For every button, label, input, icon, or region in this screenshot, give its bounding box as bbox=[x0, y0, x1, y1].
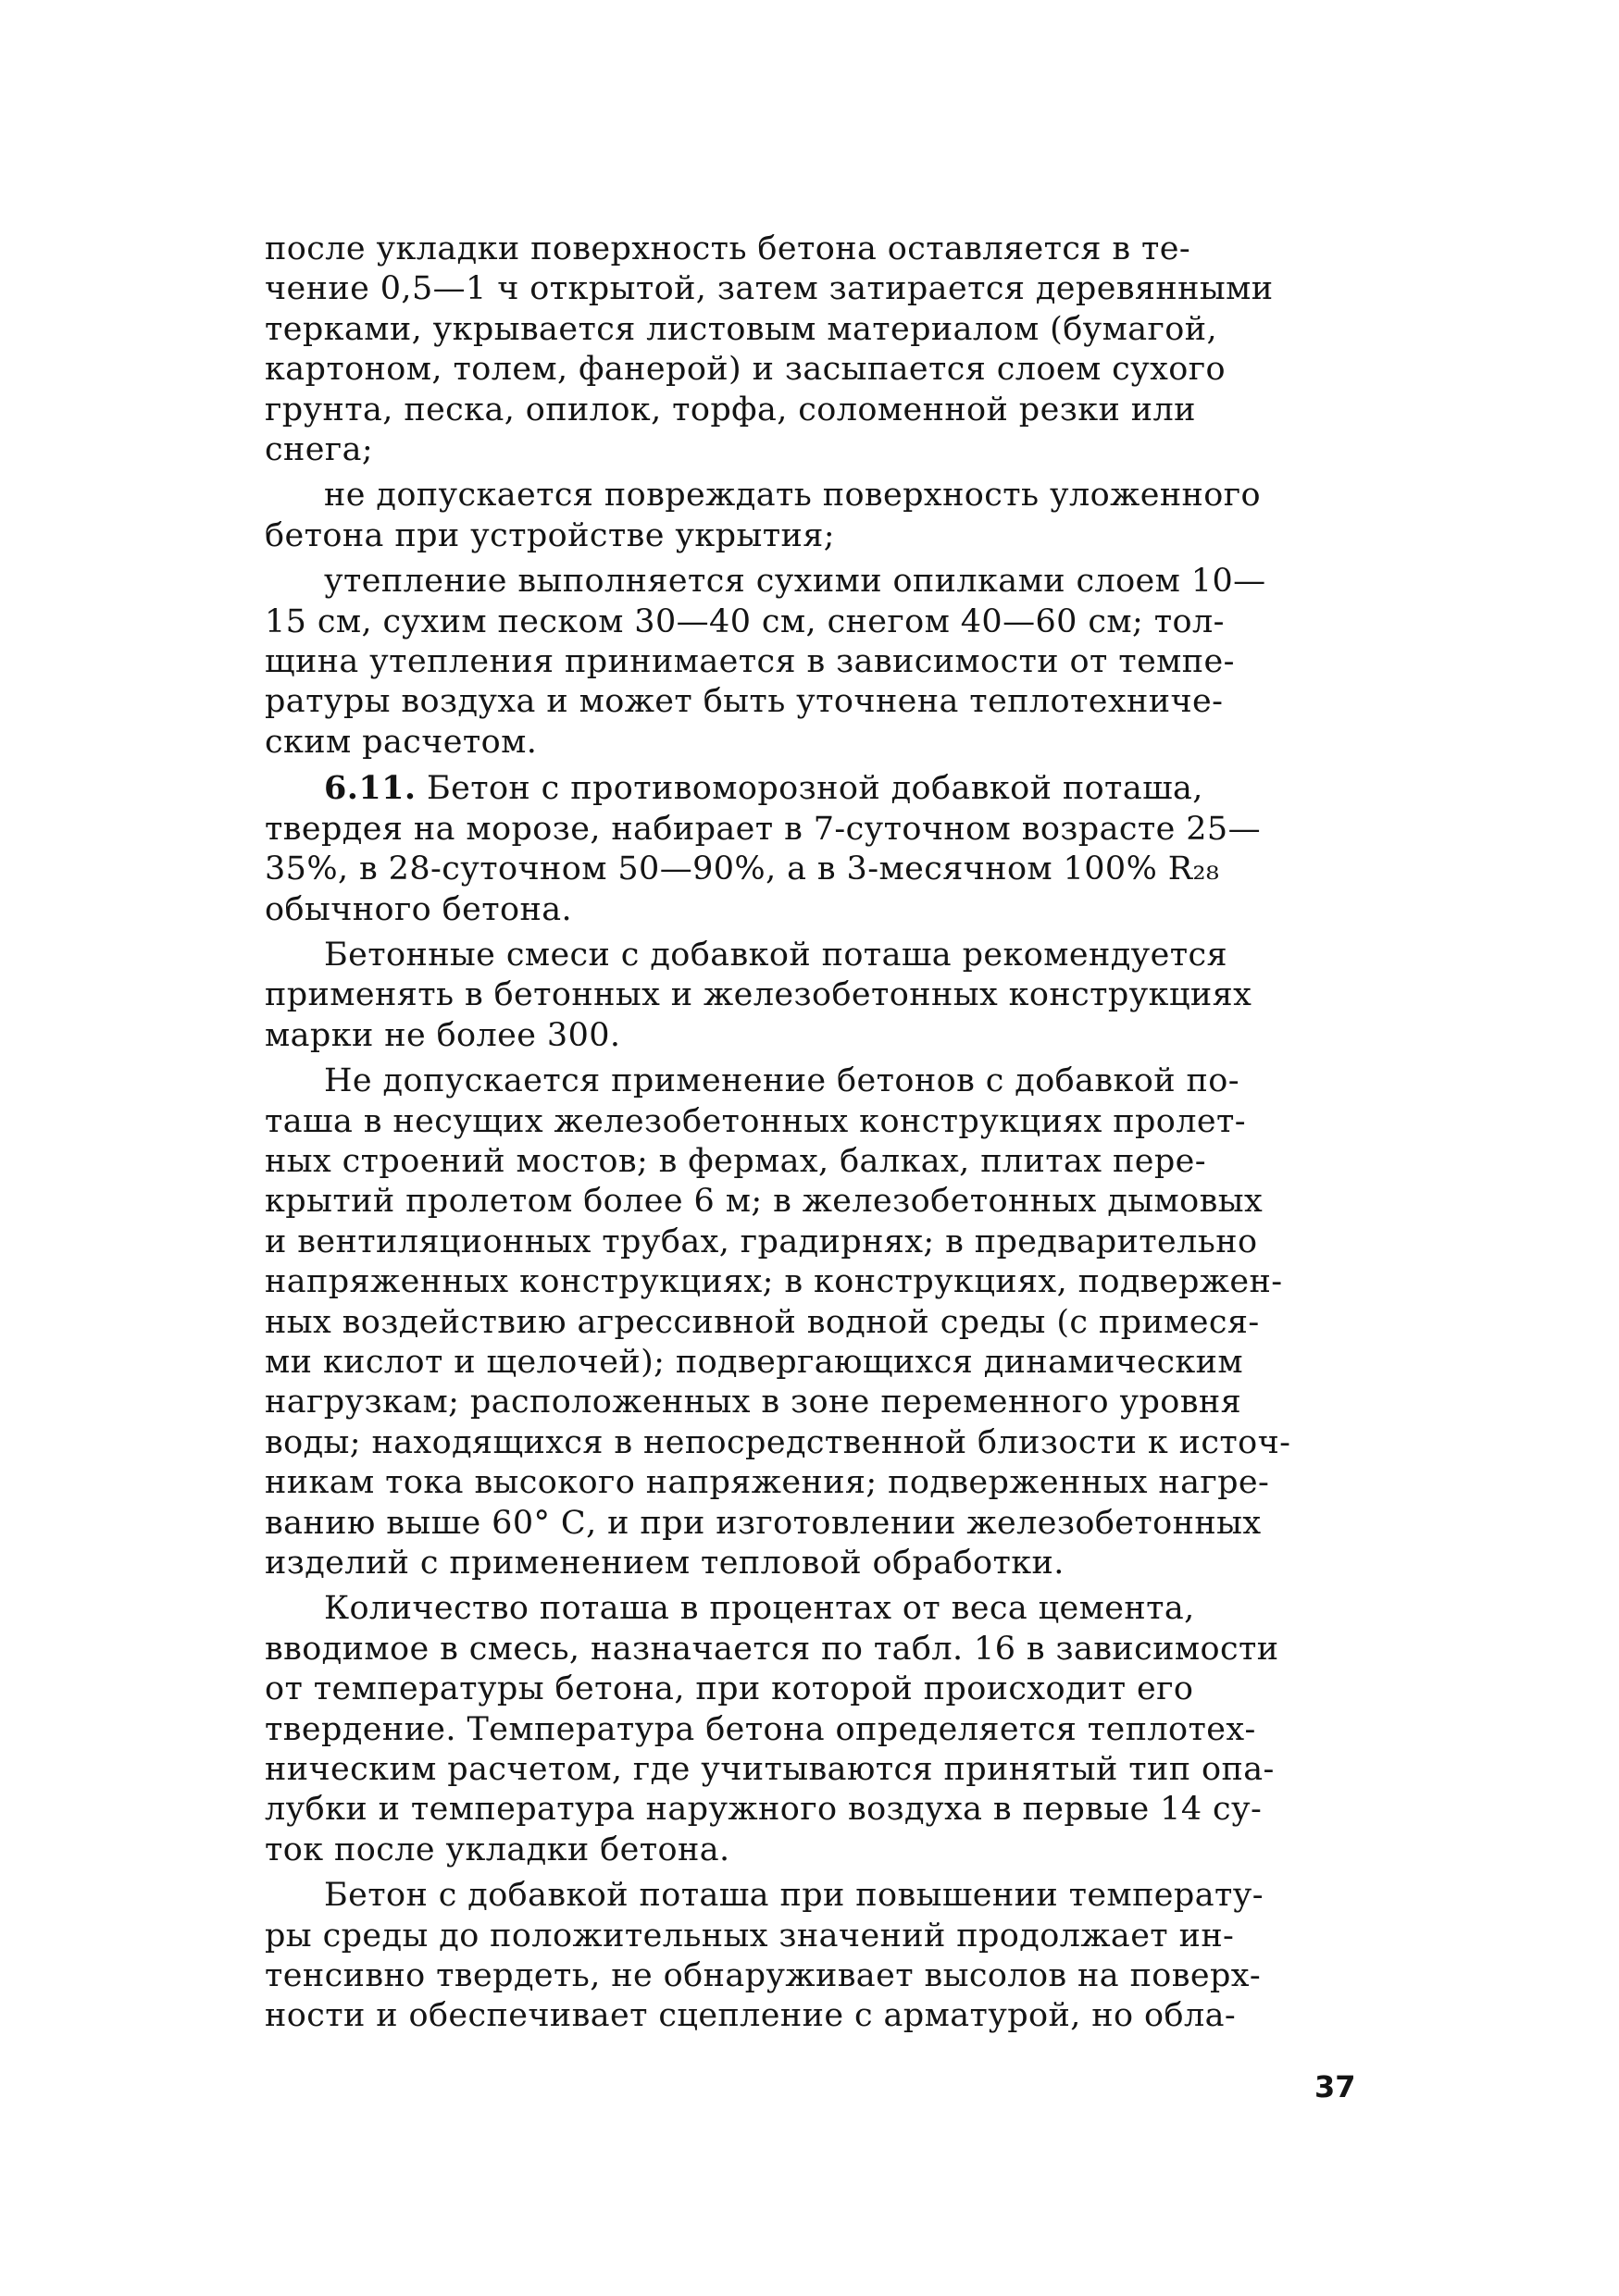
text-line: щина утепления принимается в зависимости от темпе- bbox=[265, 643, 1235, 681]
text-line: Бетонные смеси с добавкой поташа рекомендуется bbox=[324, 936, 1227, 974]
text-line: ми кислот и щелочей); подвергающихся динамическим bbox=[265, 1343, 1244, 1381]
text-line: не допускается повреждать поверхность уложенного bbox=[324, 477, 1261, 515]
text-line: снега; bbox=[265, 431, 374, 469]
text-line: терками, укрывается листовым материалом (бумагой, bbox=[265, 310, 1218, 348]
text-line: после укладки поверхность бетона оставляется в те- bbox=[265, 230, 1191, 267]
text-line: Количество поташа в процентах от веса цемента, bbox=[324, 1590, 1195, 1628]
text-line: никам тока высокого напряжения; подверженных нагре- bbox=[265, 1464, 1270, 1502]
text-line: ры среды до положительных значений продолжает ин- bbox=[265, 1917, 1235, 1955]
text-line: лубки и температура наружного воздуха в первые 14 су- bbox=[265, 1791, 1263, 1829]
text-line: картоном, толем, фанерой) и засыпается слоем сухого bbox=[265, 351, 1226, 389]
text-line: Не допускается применение бетонов с добавкой по- bbox=[324, 1062, 1239, 1100]
text-line: напряженных конструкциях; в конструкциях, подвержен- bbox=[265, 1263, 1283, 1301]
paragraph-8 bbox=[265, 1876, 1352, 2037]
text-line: и вентиляционных трубах, градирнях; в предварительно bbox=[265, 1222, 1258, 1260]
text-line: марки не более 300. bbox=[265, 1016, 621, 1054]
text-line: чение 0,5—1 ч открытой, затем затирается деревянными bbox=[265, 270, 1274, 308]
paragraph-7 bbox=[265, 1589, 1352, 1870]
paragraph-section-6-11 bbox=[265, 768, 1352, 930]
paragraph-2 bbox=[265, 476, 1352, 556]
text-line: Бетон с добавкой поташа при повышении температу- bbox=[324, 1877, 1264, 1915]
section-line bbox=[265, 768, 1352, 809]
text-line: утепление выполняется сухими опилками слоем 10— bbox=[324, 563, 1266, 601]
section-number: 6.11. bbox=[324, 769, 417, 808]
paragraph-1 bbox=[265, 230, 1352, 470]
text-line: ническим расчетом, где учитываются принятый тип опа- bbox=[265, 1751, 1275, 1789]
text-line: вводимое в смесь, назначается по табл. 16 в зависимости bbox=[265, 1630, 1279, 1668]
text-line: ратуры воздуха и может быть уточнена теплотехниче- bbox=[265, 683, 1224, 721]
text-line: бетона при устройстве укрытия; bbox=[265, 516, 835, 554]
text-line: воды; находящихся в непосредственной близости к источ- bbox=[265, 1423, 1291, 1461]
text-line: Бетон с противоморозной добавкой поташа, bbox=[416, 770, 1203, 808]
paragraph-6 bbox=[265, 1061, 1352, 1583]
text-line: ных строений мостов; в фермах, балках, плитах пере- bbox=[265, 1142, 1206, 1180]
text-line: таша в несущих железобетонных конструкциях пролет- bbox=[265, 1102, 1247, 1140]
page-number: 37 bbox=[1314, 2069, 1356, 2104]
text-line: ности и обеспечивает сцепление с арматурой, но обла- bbox=[265, 1997, 1237, 2035]
paragraph-5 bbox=[265, 936, 1352, 1056]
text-line: обычного бетона. bbox=[265, 890, 573, 928]
body-text bbox=[265, 230, 1352, 2037]
text-line: крытий пролетом более 6 м; в железобетонных дымовых bbox=[265, 1183, 1264, 1221]
text-line: ток после укладки бетона. bbox=[265, 1831, 730, 1868]
text-line: от температуры бетона, при которой происходит его bbox=[265, 1670, 1194, 1708]
text-line: 35%, в 28-суточном 50—90%, а в 3-месячном 100% R₂₈ bbox=[265, 850, 1220, 888]
text-line: ским расчетом. bbox=[265, 723, 538, 761]
text-line: нагрузкам; расположенных в зоне переменного уровня bbox=[265, 1384, 1242, 1421]
text-line: 15 см, сухим песком 30—40 см, снегом 40—60 см; тол- bbox=[265, 602, 1225, 640]
text-line: применять в бетонных и железобетонных конструкциях bbox=[265, 976, 1252, 1014]
text-line: твердея на морозе, набирает в 7-суточном возрасте 25— bbox=[265, 810, 1261, 848]
text-line: грунта, песка, опилок, торфа, соломенной резки или bbox=[265, 391, 1196, 428]
text-line: твердение. Температура бетона определяется теплотех- bbox=[265, 1710, 1256, 1748]
text-line: изделий с применением тепловой обработки. bbox=[265, 1545, 1065, 1582]
text-line: ванию выше 60° С, и при изготовлении железобетонных bbox=[265, 1504, 1262, 1542]
text-line: ных воздействию агрессивной водной среды (с примеся- bbox=[265, 1303, 1260, 1341]
paragraph-3 bbox=[265, 562, 1352, 763]
text-line: тенсивно твердеть, не обнаруживает высолов на поверх- bbox=[265, 1957, 1262, 1995]
